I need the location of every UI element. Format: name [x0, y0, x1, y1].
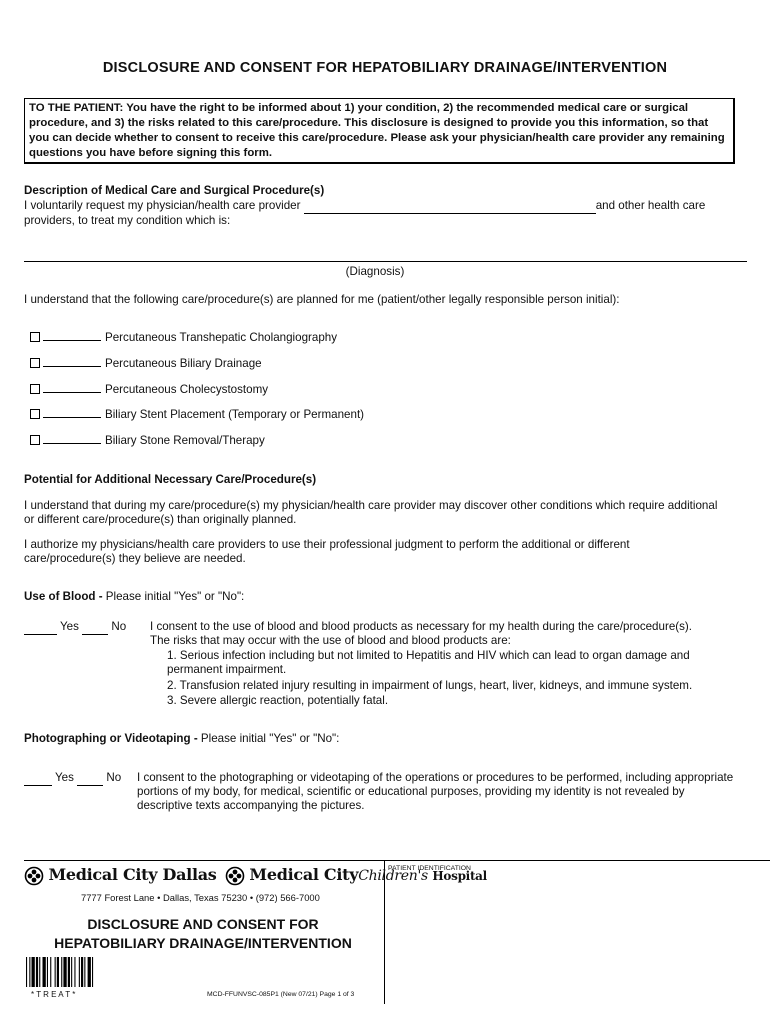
procedure-item — [30, 408, 364, 421]
initial-field[interactable] — [43, 443, 101, 444]
barcode-bar — [92, 957, 93, 987]
hospital-emblem-icon — [24, 866, 44, 886]
blood-risk-item: 2. Transfusion related injury resulting in impairment of lungs, heart, liver, kidneys, and immune system. — [167, 679, 693, 692]
barcode-bar — [50, 957, 51, 987]
diagnosis-label: (Diagnosis) — [345, 265, 405, 278]
barcode-bar — [71, 957, 72, 987]
additional-para-1: I understand that during my care/procedure(s) my physician/health care provider may discover other conditions which require additional or different care/procedure(s) than originally planned. — [24, 499, 718, 526]
hospital-address: 7777 Forest Lane • Dallas, Texas 75230 • (972) 566-7000 — [81, 892, 320, 903]
blood-no-initial-field[interactable] — [82, 620, 108, 635]
procedure-checkbox[interactable] — [30, 384, 40, 394]
logo-medical-city: Medical City — [249, 865, 359, 884]
footer-form-title — [24, 915, 382, 953]
form-title: DISCLOSURE AND CONSENT FOR HEPATOBILIARY DRAINAGE/INTERVENTION — [102, 60, 668, 76]
photo-heading-bold: Photographing or Videotaping - — [24, 732, 198, 745]
provider-line-text-before: I voluntarily request my physician/health care provider — [24, 199, 301, 212]
barcode — [26, 957, 130, 989]
barcode-bar — [81, 957, 83, 987]
procedure-label: Percutaneous Biliary Drainage — [105, 357, 262, 370]
photo-yes-initial-field[interactable] — [24, 771, 52, 786]
logo-childrens: Children's — [358, 868, 428, 884]
barcode-bar — [29, 957, 30, 987]
blood-yes-initial-field[interactable] — [24, 620, 57, 635]
procedure-item — [30, 383, 268, 396]
barcode-bar — [43, 957, 46, 987]
procedure-label: Biliary Stone Removal/Therapy — [105, 434, 265, 447]
form-code: MCD-FFUNVSC-085P1 (New 07/21) Page 1 of 3 — [207, 991, 355, 998]
procedure-item — [30, 357, 262, 370]
blood-yes-label: Yes — [60, 620, 79, 633]
barcode-bar — [32, 957, 35, 987]
procedure-label: Percutaneous Cholecystostomy — [105, 383, 269, 396]
blood-risk-item — [167, 649, 742, 677]
diagnosis-field[interactable] — [24, 261, 747, 262]
provider-line-text-after: and other health care — [595, 199, 706, 212]
provider-line — [24, 199, 744, 214]
photo-yes-label: Yes — [55, 771, 74, 784]
barcode-bar — [61, 957, 62, 987]
photo-consent-content: I consent to the photographing or videotaping of the operations or procedures to be performed, including appropriate portions of my body, for medical, scientific or educational purposes, providing my identity is not revealed by descriptive texts accompanying the pictures. — [137, 771, 734, 812]
photo-consent-text — [137, 771, 737, 813]
procedure-checkbox[interactable] — [30, 409, 40, 419]
procedure-item — [30, 331, 337, 344]
photo-heading — [24, 732, 339, 746]
barcode-bar — [47, 957, 48, 987]
blood-heading-bold: Use of Blood - — [24, 590, 103, 603]
procedure-checkbox[interactable] — [30, 435, 40, 445]
hospital-emblem-icon — [225, 866, 245, 886]
procedure-item — [30, 434, 265, 447]
logo-hospital: Hospital — [432, 869, 487, 883]
procedure-label: Biliary Stent Placement (Temporary or Permanent) — [105, 408, 365, 421]
barcode-bar — [39, 957, 40, 987]
initial-field[interactable] — [43, 392, 101, 393]
barcode-bar — [88, 957, 91, 987]
photo-heading-instruction: Please initial "Yes" or "No": — [197, 732, 340, 745]
barcode-image — [26, 957, 130, 987]
planned-procedures-intro: I understand that the following care/procedure(s) are planned for me (patient/other legally responsible person initial): — [24, 293, 620, 306]
blood-heading — [24, 590, 244, 604]
additional-heading: Potential for Additional Necessary Care/Procedure(s) — [24, 473, 317, 486]
patient-notice-box: TO THE PATIENT: You have the right to be informed about 1) your condition, 2) the recommended medical care or surgical procedure, and 3) the risks related to this care/procedure. This disclosure is designed to provide you this information, so that you can decide whether to consent to receive this care/procedure. Please ask your physician/health care provider any remaining questions you have before signing this form. — [24, 98, 735, 164]
barcode-bar — [57, 957, 59, 987]
barcode-bar — [74, 957, 75, 987]
procedure-label: Percutaneous Transhepatic Cholangiography — [105, 331, 338, 344]
barcode-caption: * T R E A T * — [31, 990, 76, 999]
blood-risk-item: 3. Severe allergic reaction, potentially fatal. — [167, 694, 389, 707]
condition-text: providers, to treat my condition which is: — [24, 214, 231, 227]
barcode-bar — [84, 957, 85, 987]
footer-divider — [24, 860, 770, 861]
initial-field[interactable] — [43, 417, 101, 418]
procedure-checkbox[interactable] — [30, 332, 40, 342]
barcode-bar — [26, 957, 27, 987]
patient-identification-label: PATIENT IDENTIFICATION — [388, 865, 471, 872]
description-heading: Description of Medical Care and Surgical Procedure(s) — [24, 184, 325, 197]
blood-risks-intro: The risks that may occur with the use of blood and blood products are: — [150, 634, 511, 647]
initial-field[interactable] — [43, 366, 101, 367]
barcode-bar — [79, 957, 80, 987]
barcode-bar — [68, 957, 70, 987]
barcode-bar — [36, 957, 38, 987]
blood-heading-instruction: Please initial "Yes" or "No": — [102, 590, 245, 603]
barcode-bar — [55, 957, 56, 987]
photo-no-initial-field[interactable] — [77, 771, 103, 786]
provider-name-field[interactable] — [304, 199, 596, 214]
footer-title-line-2: HEPATOBILIARY DRAINAGE/INTERVENTION — [54, 935, 352, 951]
additional-para-2: I authorize my physicians/health care providers to use their professional judgment to perform the additional or different care/procedure(s) they believe are needed. — [24, 538, 630, 565]
footer-title-line-1: DISCLOSURE AND CONSENT FOR — [87, 916, 319, 932]
blood-consent-text: I consent to the use of blood and blood products as necessary for my health during the care/procedure(s). — [150, 620, 693, 633]
barcode-bar — [63, 957, 66, 987]
blood-risk-text: 1. Serious infection including but not limited to Hepatitis and HIV which can lead to organ damage and permanent impairment. — [167, 649, 690, 676]
photo-no-label: No — [106, 771, 122, 784]
photo-initials — [24, 771, 121, 786]
logo-medical-city-dallas: Medical City Dallas — [48, 865, 217, 884]
initial-field[interactable] — [43, 340, 101, 341]
procedure-checkbox[interactable] — [30, 358, 40, 368]
blood-initials — [24, 620, 126, 635]
blood-no-label: No — [111, 620, 127, 633]
